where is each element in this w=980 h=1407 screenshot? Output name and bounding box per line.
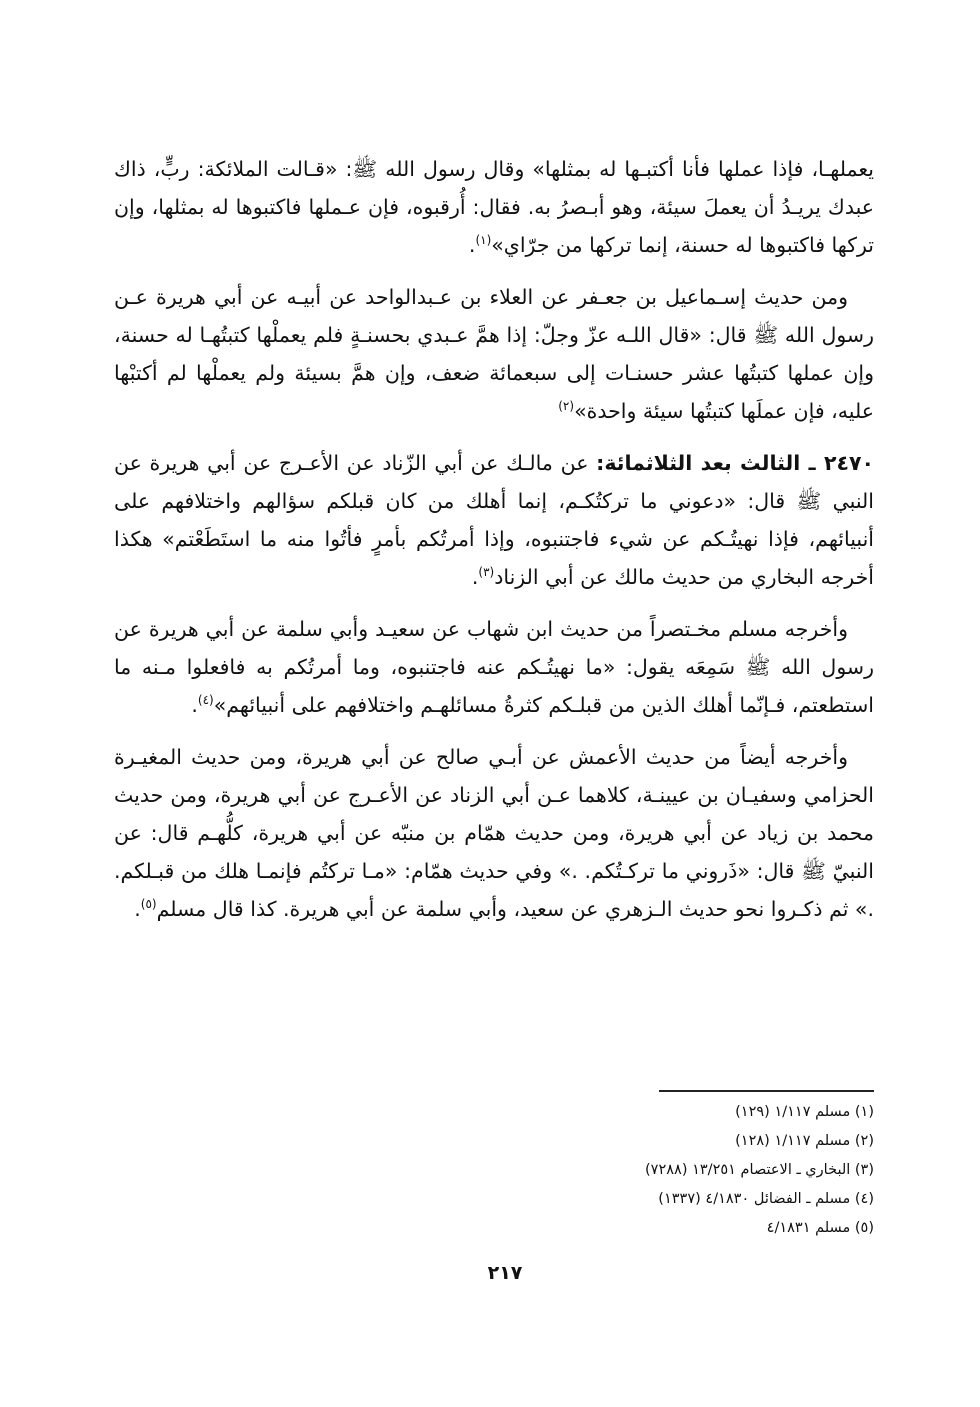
- paragraph-end: .: [191, 693, 198, 717]
- footnotes: [374, 1098, 874, 1243]
- footnote-ref-3[interactable]: (٣): [478, 565, 495, 580]
- footnote-4: (٤) مسلم ـ الفضائل ٤/١٨٣٠ (١٣٣٧): [658, 1191, 874, 1207]
- footnote-3: (٣) البخاري ـ الاعتصام ١٣/٢٥١ (٧٢٨٨): [645, 1162, 874, 1178]
- paragraph-1: [114, 150, 874, 264]
- footnote-1: (١) مسلم ١/١١٧ (١٢٩): [735, 1104, 874, 1120]
- footnote-divider: [659, 1090, 874, 1092]
- paragraph-end: .: [134, 897, 141, 921]
- footnote-ref-2[interactable]: (٢): [558, 399, 575, 414]
- page-number: ٢١٧: [487, 1262, 523, 1284]
- paragraph-text: وأخرجه أيضاً من حديث الأعمش عن أبـي صالح عن أبي هريرة، ومن حديث المغيـرة الحزامي وسفيـان بن عيينـة، كلاهما عـن أبي الزناد عن الأعـرج عن أبي هريرة، ومن حديث محمد بن زياد عن أبي هريرة، ومن حديث همّام بن منبّه عن أبي هريرة، كلُّهـم قال: عن النبيّ ﷺ قال: «ذَروني ما تركـتُكم. .» وفي حديث همّام: «مـا تركتُم فإنمـا هلك من قبـلكم. .» ثم ذكـروا نحو حديث الـزهري عن سعيد، وأبي سلمة عن أبي هريرة. كذا قال مسلم: [114, 745, 874, 921]
- paragraph-4: [114, 610, 874, 724]
- hadith-heading: ٢٤٧٠ ـ الثالث بعد الثلاثمائة:: [596, 451, 874, 475]
- paragraph-text: يعملهـا، فإذا عملها فأنا أكتبـها له بمثلها» وقال رسول الله ﷺ: «قـالت الملائكة: ربٍّ، ذاك عبدك يريـدُ أن يعملَ سيئة، وهو أبـصرُ به. فقال: أُرقبوه، فإن عـملها فاكتبوها له بمثلها، وإن تركها فاكتبوها له حسنة، إنما تركها من جرّاي»: [114, 157, 874, 257]
- paragraph-3: [114, 444, 874, 596]
- paragraph-text: عن مالـك عن أبي الزّناد عن الأعـرج عن أبي هريرة عن النبي ﷺ قال: «دعوني ما تركتُكـم، إنما أهلك من كان قبلكم سؤالهم واختلافهم على أنبيائهم، فإذا نهيتُـكم عن شيء فاجتنبوه، وإذا أمرتُكم بأمرٍ فأتُوا منه ما استَطَعْتم» هكذا أخرجه البخاري من حديث مالك عن أبي الزناد: [114, 451, 874, 589]
- footnote-5: (٥) مسلم ٤/١٨٣١: [766, 1220, 874, 1236]
- paragraph-text: ومن حديث إسـماعيل بن جعـفر عن العلاء بن عـبدالواحد عن أبيـه عن أبي هريرة عـن رسول الله ﷺ قال: «قال اللـه عزّ وجلّ: إذا همَّ عـبدي بحسنـةٍ فلم يعملْها كتبتُهـا له حسنة، وإن عملها كتبتُها عشر حسنـات إلى سبعمائة ضعف، وإن همَّ بسيئة ولم يعملْها لم أكتبْها عليه، فإن عملَها كتبتُها سيئة واحدة»: [114, 285, 874, 423]
- paragraph-2: [114, 278, 874, 430]
- footnote-2: (٢) مسلم ١/١١٧ (١٢٨): [735, 1133, 874, 1149]
- footnote-ref-1[interactable]: (١): [475, 233, 492, 248]
- main-text: [114, 150, 874, 942]
- footnote-ref-5[interactable]: (٥): [140, 897, 157, 912]
- paragraph-text: وأخرجه مسلم مخـتصراً من حديث ابن شهاب عن سعيـد وأبي سلمة عن أبي هريرة عن رسول الله ﷺ سَمِعَه يقول: «ما نهيتُـكم عنه فاجتنبوه، وما أمرتُكم به فافعلوا مـنه ما استطعتم، فـإنّما أهلك الذين من قبلـكم كثرةُ مسائلهـم واختلافهم على أنبيائهم»: [114, 617, 874, 717]
- paragraph-end: .: [471, 565, 479, 589]
- footnote-ref-4[interactable]: (٤): [197, 693, 214, 708]
- paragraph-5: [114, 738, 874, 928]
- paragraph-end: .: [468, 233, 476, 257]
